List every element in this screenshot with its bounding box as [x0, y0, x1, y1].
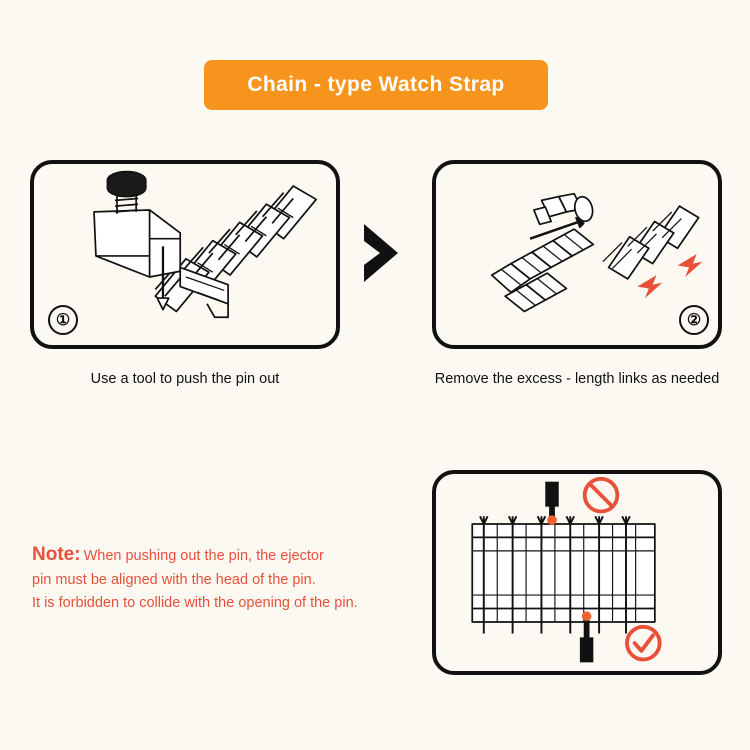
note-line-3: It is forbidden to collide with the opening of the pin. — [32, 594, 358, 611]
step-2-illustration — [436, 164, 718, 345]
step-2-caption: Remove the excess - length links as needed — [434, 371, 720, 387]
step-1-caption: Use a tool to push the pin out — [90, 371, 280, 387]
step-1-badge: ① — [48, 305, 78, 335]
note-first-line — [32, 540, 422, 569]
prohibited-icon — [585, 479, 618, 512]
removal-arrows — [637, 254, 702, 298]
pin-alignment-detail-illustration — [436, 474, 718, 671]
step-2-badge: ② — [679, 305, 709, 335]
chevron-right-arrow-icon — [358, 222, 416, 284]
note-label: Note: — [32, 544, 81, 565]
detail-panel — [432, 470, 722, 675]
wrong-ejector-pin — [545, 482, 558, 525]
note-line-1: When pushing out the pin, the ejector — [83, 548, 324, 564]
page-title: Chain - type Watch Strap — [247, 73, 505, 96]
note-line-2: pin must be aligned with the head of the pin. — [32, 572, 316, 589]
note-block — [32, 540, 422, 614]
check-circle-icon — [627, 627, 660, 660]
title-banner — [204, 60, 548, 110]
step-1-illustration — [34, 164, 336, 345]
correct-ejector-pin — [580, 611, 593, 662]
